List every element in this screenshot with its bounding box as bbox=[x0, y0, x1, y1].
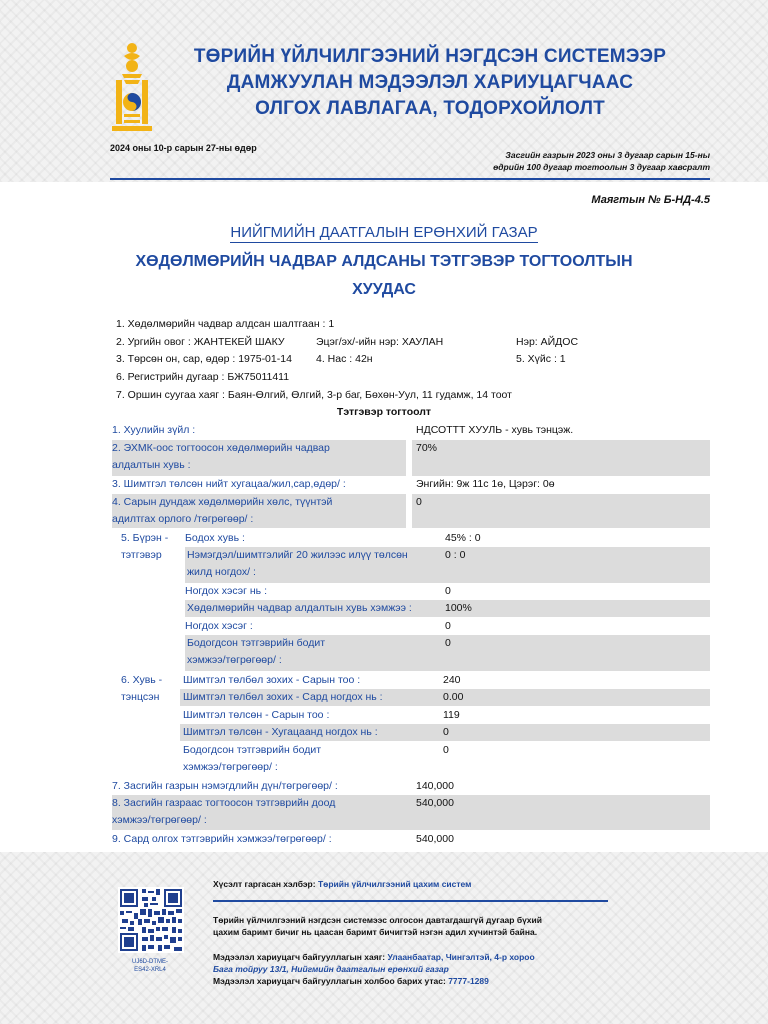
row-label-line-1: 8. Засгийн газраас тогтоосон тэтгэврийн доод bbox=[112, 797, 336, 809]
row-label-line-1: Бодогдсон тэтгэврийн бодит bbox=[187, 637, 326, 649]
row-value: 0 bbox=[445, 620, 451, 632]
row-label-line-2: хэмжээ/төгрөгөөр/ : bbox=[183, 761, 278, 773]
table-row bbox=[112, 422, 710, 440]
row-label-line-1: Бодогдсон тэтгэврийн бодит bbox=[183, 744, 322, 756]
row-value-shade bbox=[412, 494, 710, 528]
row-label-line-2: хэмжээ/төгрөгөөр/ : bbox=[112, 814, 207, 826]
section-title: Тэтгэвэр тогтоолт bbox=[336, 406, 432, 418]
row-value: 0 bbox=[445, 585, 451, 597]
row-value: 540,000 bbox=[416, 833, 454, 845]
table-row bbox=[185, 600, 710, 617]
validity-note-line-1: Төрийн үйлчилгээний нэгдсэн системээс олгосон давтагдашгүй дугаар бүхий bbox=[213, 915, 542, 925]
info-birth-date: 3. Төрсөн он, сар, өдөр : 1975-01-14 bbox=[116, 353, 292, 365]
row-value: 140,000 bbox=[416, 780, 454, 792]
info-age: 4. Нас : 42н bbox=[316, 353, 373, 365]
table-row bbox=[183, 742, 483, 776]
header-divider bbox=[110, 178, 710, 180]
request-channel-label: Хүсэлт гаргасан хэлбэр: bbox=[213, 879, 316, 889]
org-phone-label: Мэдээлэл хариуцагч байгууллагын холбоо барих утас: bbox=[213, 976, 446, 986]
decree-line-2: өдрийн 100 дугаар тогтоолын 3 дугаар хавсралт bbox=[493, 162, 710, 172]
footer-band bbox=[0, 852, 768, 1024]
table-row bbox=[112, 831, 710, 848]
row-label: 9. Сард олгох тэтгэврийн хэмжээ/төгрөгөөр/ : bbox=[112, 833, 332, 845]
org-address-label: Мэдээлэл хариуцагч байгууллагын хаяг: bbox=[213, 952, 386, 962]
document-title-line-2: ХУУДАС bbox=[352, 281, 416, 298]
header-band bbox=[0, 0, 768, 182]
row-value: НДСОТТТ ХУУЛЬ - хувь тэнцэж. bbox=[416, 424, 574, 436]
table-row bbox=[185, 530, 485, 547]
table-row bbox=[112, 476, 710, 494]
row-label: 7. Засгийн газрын нэмэгдлийн дүн/төгрөгөөр/ : bbox=[112, 780, 338, 792]
validity-note-line-2: цахим баримт бичиг нь цаасан баримт бичигтэй нэгэн адил хүчинтэй байна. bbox=[213, 927, 538, 937]
row-label: Шимтгэл төлбөл зохих - Сард ногдох нь : bbox=[183, 691, 383, 703]
info-register-number: 6. Регистрийн дугаар : БЖ75011411 bbox=[116, 371, 290, 383]
info-parent-name: Эцэг/эх/-ийн нэр: ХАУЛАН bbox=[316, 336, 444, 348]
table-row bbox=[185, 547, 710, 583]
row-label-line-1: 4. Сарын дундаж хөдөлмөрийн хөлс, түүнтэй bbox=[112, 496, 333, 508]
row-label: 3. Шимтгэл төлсөн нийт хугацаа/жил,сар,өдөр/ : bbox=[112, 478, 346, 490]
row-value: 100% bbox=[445, 602, 472, 614]
decree-reference bbox=[440, 149, 710, 173]
table-row bbox=[112, 795, 710, 830]
table-row bbox=[185, 583, 485, 600]
row-value: 540,000 bbox=[416, 797, 454, 809]
document-title bbox=[100, 248, 668, 304]
footer-divider bbox=[213, 900, 608, 902]
info-disability-reason: 1. Хөдөлмөрийн чадвар алдсан шалтгаан : 1 bbox=[116, 318, 335, 330]
group-6-label bbox=[121, 672, 162, 706]
table-row bbox=[180, 689, 710, 706]
row-value: 0 bbox=[443, 726, 449, 738]
row-label-line-1: 2. ЭХМК-оос тогтоосон хөдөлмөрийн чадвар bbox=[112, 442, 330, 454]
table-row bbox=[112, 494, 710, 528]
qr-code-id-line-2: ES42-XRL4 bbox=[134, 967, 166, 973]
row-label-line-1: Нэмэгдэл/шимтгэлийг 20 жилээс илүү төлсөн bbox=[187, 549, 408, 561]
document-title-line-1: ХӨДӨЛМӨРИЙН ЧАДВАР АЛДСАНЫ ТЭТГЭВЭР ТОГТООЛТЫН bbox=[135, 253, 633, 270]
row-value: 240 bbox=[443, 674, 461, 686]
table-row bbox=[112, 778, 710, 795]
row-value: 0 bbox=[416, 496, 422, 508]
group-5-label bbox=[121, 530, 168, 564]
issue-date: 2024 оны 10-р сарын 27-ны өдөр bbox=[110, 143, 257, 153]
row-label-line-2: адилтгах орлого /төгрөгөөр/ : bbox=[112, 513, 254, 525]
validity-note bbox=[213, 914, 542, 938]
table-row bbox=[183, 672, 483, 689]
row-label-line-2: жилд ногдох/ : bbox=[187, 566, 256, 578]
qr-code-icon[interactable] bbox=[118, 887, 184, 953]
header-title bbox=[170, 44, 690, 122]
row-value-shade bbox=[412, 440, 710, 476]
header-title-line-1: ТӨРИЙН ҮЙЛЧИЛГЭЭНИЙ НЭГДСЭН СИСТЕМЭЭР bbox=[193, 46, 667, 67]
group-6-label-line-2: тэнцсэн bbox=[121, 691, 160, 703]
row-value: Энгийн: 9ж 11с 1ө, Цэрэг: 0ө bbox=[416, 478, 555, 490]
qr-code-id bbox=[120, 958, 180, 974]
form-number: Маягтын № Б-НД-4.5 bbox=[591, 194, 710, 206]
header-title-line-2: ДАМЖУУЛАН МЭДЭЭЛЭЛ ХАРИУЦАГЧААС bbox=[226, 72, 634, 93]
table-row bbox=[180, 724, 710, 741]
decree-line-1: Засгийн газрын 2023 оны 3 дугаар сарын 15-ны bbox=[505, 150, 710, 160]
row-value: 0.00 bbox=[443, 691, 464, 703]
org-phone-value: 7777-1289 bbox=[448, 976, 489, 986]
org-address bbox=[213, 951, 535, 987]
qr-code-id-line-1: UJ6D-DTME- bbox=[132, 959, 168, 965]
org-address-value-line-1: Улаанбаатар, Чингэлтэй, 4-р хороо bbox=[387, 952, 535, 962]
table-row bbox=[185, 635, 710, 671]
organization-name-text: НИЙГМИЙН ДААТГАЛЫН ЕРӨНХИЙ ГАЗАР bbox=[230, 224, 538, 241]
table-row bbox=[112, 440, 710, 476]
info-given-name: Нэр: АЙДОС bbox=[516, 336, 579, 348]
row-value: 0 bbox=[445, 637, 451, 649]
header-title-line-3: ОЛГОХ ЛАВЛАГАА, ТОДОРХОЙЛОЛТ bbox=[255, 98, 605, 119]
row-label-line-2: алдалтын хувь : bbox=[112, 459, 191, 471]
group-6-label-line-1: 6. Хувь - bbox=[121, 674, 163, 686]
organization-name bbox=[0, 224, 768, 242]
row-value: 119 bbox=[443, 709, 460, 721]
info-gender: 5. Хүйс : 1 bbox=[516, 353, 566, 365]
row-label: Шимтгэл төлсөн - Сарын тоо : bbox=[183, 709, 330, 721]
info-family-name: 2. Ургийн овог : ЖАНТЕКЕЙ ШАКУ bbox=[116, 336, 285, 348]
row-value: 0 : 0 bbox=[445, 549, 466, 561]
row-label: Шимтгэл төлсөн - Хугацаанд ногдох нь : bbox=[183, 726, 378, 738]
soyombo-emblem-icon bbox=[104, 40, 160, 132]
row-value: 0 bbox=[443, 744, 449, 756]
row-label-line-2: хэмжээ/төгрөгөөр/ : bbox=[187, 654, 282, 666]
table-row bbox=[183, 707, 483, 724]
table-row bbox=[185, 618, 485, 635]
group-5-label-line-2: тэтгэвэр bbox=[121, 549, 162, 561]
row-label: Ногдох хэсэг : bbox=[185, 620, 253, 632]
request-channel-value: Төрийн үйлчилгээний цахим систем bbox=[317, 879, 472, 889]
row-label: Ногдох хэсэг нь : bbox=[185, 585, 267, 597]
row-label: Шимтгэл төлбөл зохих - Сарын тоо : bbox=[183, 674, 361, 686]
request-channel bbox=[213, 878, 471, 890]
org-address-value-line-2: Бага тойруу 13/1, Нийгмийн даатгалын ерөнхий газар bbox=[213, 964, 449, 974]
row-label: Бодох хувь : bbox=[185, 532, 245, 544]
row-value: 45% : 0 bbox=[445, 532, 481, 544]
info-address: 7. Оршин суугаа хаяг : Баян-Өлгий, Өлгий, 3-р баг, Бөхөн-Уул, 11 гудамж, 14 тоот bbox=[116, 389, 512, 401]
row-value: 70% bbox=[416, 442, 438, 454]
row-label: Хөдөлмөрийн чадвар алдалтын хувь хэмжээ : bbox=[187, 602, 412, 614]
group-5-label-line-1: 5. Бүрэн - bbox=[121, 532, 169, 544]
row-label: 1. Хуулийн зүйл : bbox=[112, 424, 196, 436]
